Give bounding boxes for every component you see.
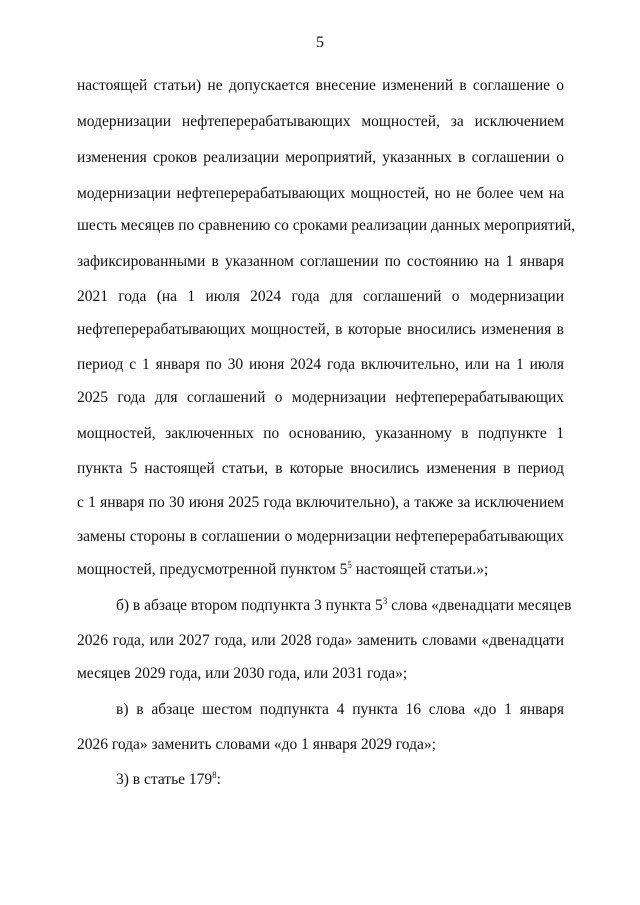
superscript: 3 — [382, 596, 388, 606]
superscript: 8 — [212, 770, 217, 780]
line-text: настоящей статьи.»; — [351, 561, 489, 578]
text-line: 2026 года, или 2027 года, или 2028 года» заменить словами «двенадцати — [77, 632, 564, 649]
text-line: нефтеперерабатывающих мощностей, в которые вносились изменения в — [77, 321, 564, 338]
text-line: шесть месяцев по сравнению со сроками реализации данных мероприятий, — [77, 217, 576, 234]
line-text: : — [216, 771, 221, 788]
text-line: 2026 года» заменить словами «до 1 января 2029 года»; — [77, 736, 436, 753]
superscript: 5 — [347, 560, 352, 570]
text-line: пункта 5 настоящей статьи, в которые вносились изменения в период — [77, 460, 564, 477]
text-line: мощностей, заключенных по основанию, указанному в подпункте 1 — [77, 425, 564, 442]
text-line: в) в абзаце шестом подпункта 4 пункта 16 слова «до 1 января — [116, 701, 564, 718]
text-line: 2021 года (на 1 июля 2024 года для соглашений о модернизации — [77, 288, 564, 305]
text-line: настоящей статьи) не допускается внесение изменений в соглашение о — [77, 77, 564, 94]
text-line: с 1 января по 30 июня 2025 года включительно), а также за исключением — [77, 494, 564, 511]
line-text: мощностей, предусмотренной пунктом 5 — [77, 561, 348, 578]
line-text: б) в абзаце втором подпункта 3 пункта 5 — [116, 597, 383, 614]
text-line: 2025 года для соглашений о модернизации нефтеперерабатывающих — [77, 389, 564, 406]
line-text: 3) в статье 179 — [116, 771, 213, 788]
text-line: период с 1 января по 30 июня 2024 года включительно, или на 1 июля — [77, 356, 564, 373]
text-line — [116, 770, 564, 790]
text-line — [116, 596, 572, 616]
text-line — [77, 560, 564, 580]
text-line: месяцев 2029 года, или 2030 года, или 2031 года»; — [77, 665, 408, 682]
text-line: модернизации нефтеперерабатывающих мощностей, за исключением — [77, 113, 564, 130]
text-line: зафиксированными в указанном соглашении по состоянию на 1 января — [77, 253, 564, 270]
line-text: слова «двенадцати месяцев — [387, 597, 572, 614]
text-line: замены стороны в соглашении о модернизации нефтеперерабатывающих — [77, 528, 564, 545]
text-line: модернизации нефтеперерабатывающих мощностей, но не более чем на — [77, 185, 564, 202]
text-line: изменения сроков реализации мероприятий, указанных в соглашении о — [77, 149, 564, 166]
page-number: 5 — [316, 34, 324, 51]
